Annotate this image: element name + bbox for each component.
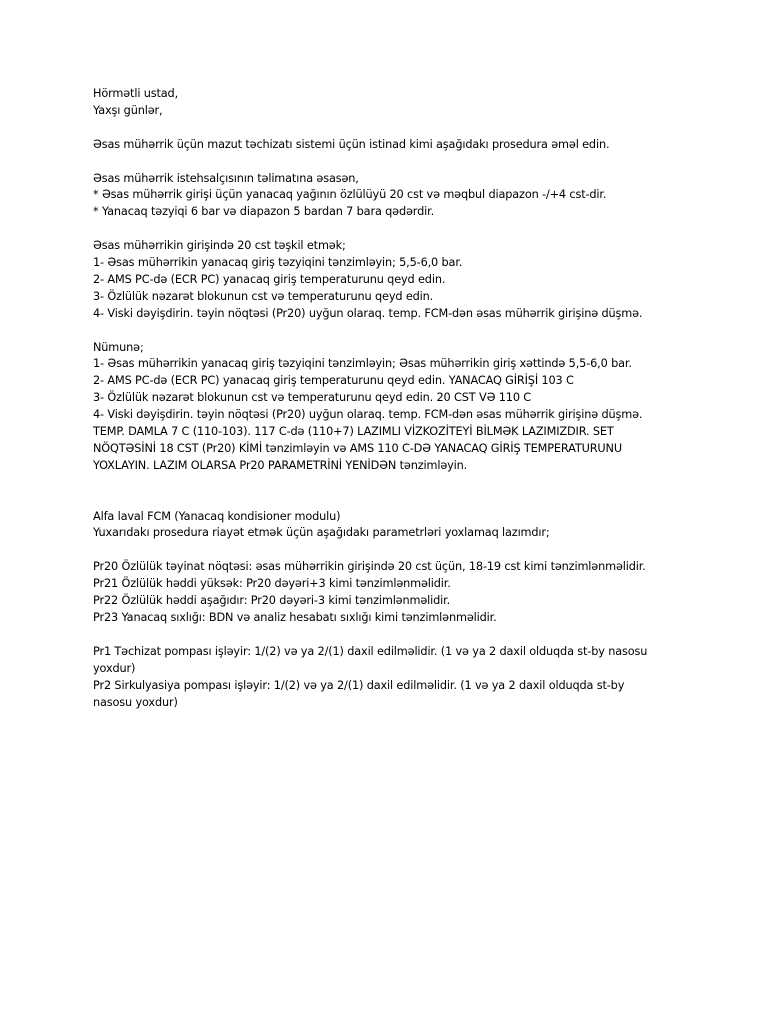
step-item: 4- Viski dəyişdirin. təyin nöqtəsi (Pr20) uyğun olaraq. temp. FCM-dən əsas mühərrik girişinə düşmə.: [93, 306, 643, 320]
manufacturer-item: * Yanacaq təzyiqi 6 bar və diapazon 5 bardan 7 bara qədərdir.: [93, 205, 435, 219]
intro-paragraph: Əsas mühərrik üçün mazut təchizatı sistemi üçün istinad kimi aşağıdakı prosedura əməl edin.: [93, 137, 610, 151]
fcm-param: Pr21 Özlülük həddi yüksək: Pr20 dəyəri+3 kimi tənzimlənməlidir.: [93, 577, 451, 591]
example-item: 2- AMS PC-də (ECR PC) yanacaq giriş temperaturunu qeyd edin. YANACAQ GİRİŞİ 103 C: [93, 374, 574, 388]
manufacturer-heading: Əsas mühərrik istehsalçısının təlimatına əsasən,: [93, 171, 359, 185]
fcm-param: Pr20 Özlülük təyinat nöqtəsi: əsas mühərrikin girişində 20 cst üçün, 18-19 cst kimi tənzimlənməlidir.: [93, 560, 646, 574]
greeting-line-1: Hörmətli ustad,: [93, 87, 179, 100]
spacer: [93, 542, 683, 559]
manufacturer-item: * Əsas mühərrik girişi üçün yanacaq yağının özlülüyü 20 cst və məqbul diapazon -/+4 cst-dir.: [93, 188, 607, 202]
example-item-4-line: YOXLAYIN. LAZIM OLARSA Pr20 PARAMETRİNİ YENİDƏN tənzimləyin.: [93, 458, 468, 472]
spacer: [93, 323, 683, 340]
pump-line: Pr1 Təchizat pompası işləyir: 1/(2) və ya 2/(1) daxil edilməlidir. (1 və ya 2 daxil olduqda st-by nasosu: [93, 644, 648, 658]
example-heading: Nümunə;: [93, 340, 144, 354]
spacer: [93, 221, 683, 238]
example-item-4-line: 4- Viski dəyişdirin. təyin nöqtəsi (Pr20) uyğun olaraq. temp. FCM-dən əsas mühərrik girişinə düşmə.: [93, 408, 643, 422]
example-item-4-line: TEMP. DAMLA 7 C (110-103). 117 C-də (110+7) LAZIMLI VİZKOZİTEYİ BİLMƏK LAZIMIZDIR. SET: [93, 425, 614, 439]
spacer: [93, 475, 683, 509]
pump-line: Pr2 Sirkulyasiya pompası işləyir: 1/(2) və ya 2/(1) daxil edilməlidir. (1 və ya 2 daxil olduqda st-by: [93, 678, 625, 692]
spacer: [93, 627, 683, 644]
step-item: 2- AMS PC-də (ECR PC) yanacaq giriş temperaturunu qeyd edin.: [93, 272, 446, 286]
example-item: 3- Özlülük nəzarət blokunun cst və temperaturunu qeyd edin. 20 CST VƏ 110 C: [93, 391, 532, 405]
fcm-param: Pr23 Yanacaq sıxlığı: BDN və analiz hesabatı sıxlığı kimi tənzimlənməlidir.: [93, 611, 497, 624]
spacer: [93, 120, 683, 137]
pump-line: yoxdur): [93, 661, 136, 675]
step-item: 3- Özlülük nəzarət blokunun cst və temperaturunu qeyd edin.: [93, 289, 434, 303]
step-item: 1- Əsas mühərrikin yanacaq giriş təzyiqini tənzimləyin; 5,5-6,0 bar.: [93, 256, 463, 270]
document-body: [93, 86, 683, 711]
steps-heading: Əsas mühərrikin girişində 20 cst təşkil etmək;: [93, 239, 346, 253]
fcm-param: Pr22 Özlülük həddi aşağıdır: Pr20 dəyəri-3 kimi tənzimlənməlidir.: [93, 594, 451, 608]
pump-line: nasosu yoxdur): [93, 695, 178, 709]
fcm-heading: Alfa laval FCM (Yanacaq kondisioner modulu): [93, 509, 341, 523]
example-item: 1- Əsas mühərrikin yanacaq giriş təzyiqini tənzimləyin; Əsas mühərrikin giriş xəttində 5,5-6,0 bar.: [93, 357, 632, 371]
greeting-line-2: Yaxşı günlər,: [93, 103, 163, 117]
fcm-subheading: Yuxarıdakı prosedura riayət etmək üçün aşağıdakı parametrləri yoxlamaq lazımdır;: [93, 526, 550, 540]
example-item-4-line: NÖQTƏSİNİ 18 CST (Pr20) KİMİ tənzimləyin və AMS 110 C-DƏ YANACAQ GİRİŞ TEMPERATURUNU: [93, 441, 622, 455]
spacer: [93, 154, 683, 171]
